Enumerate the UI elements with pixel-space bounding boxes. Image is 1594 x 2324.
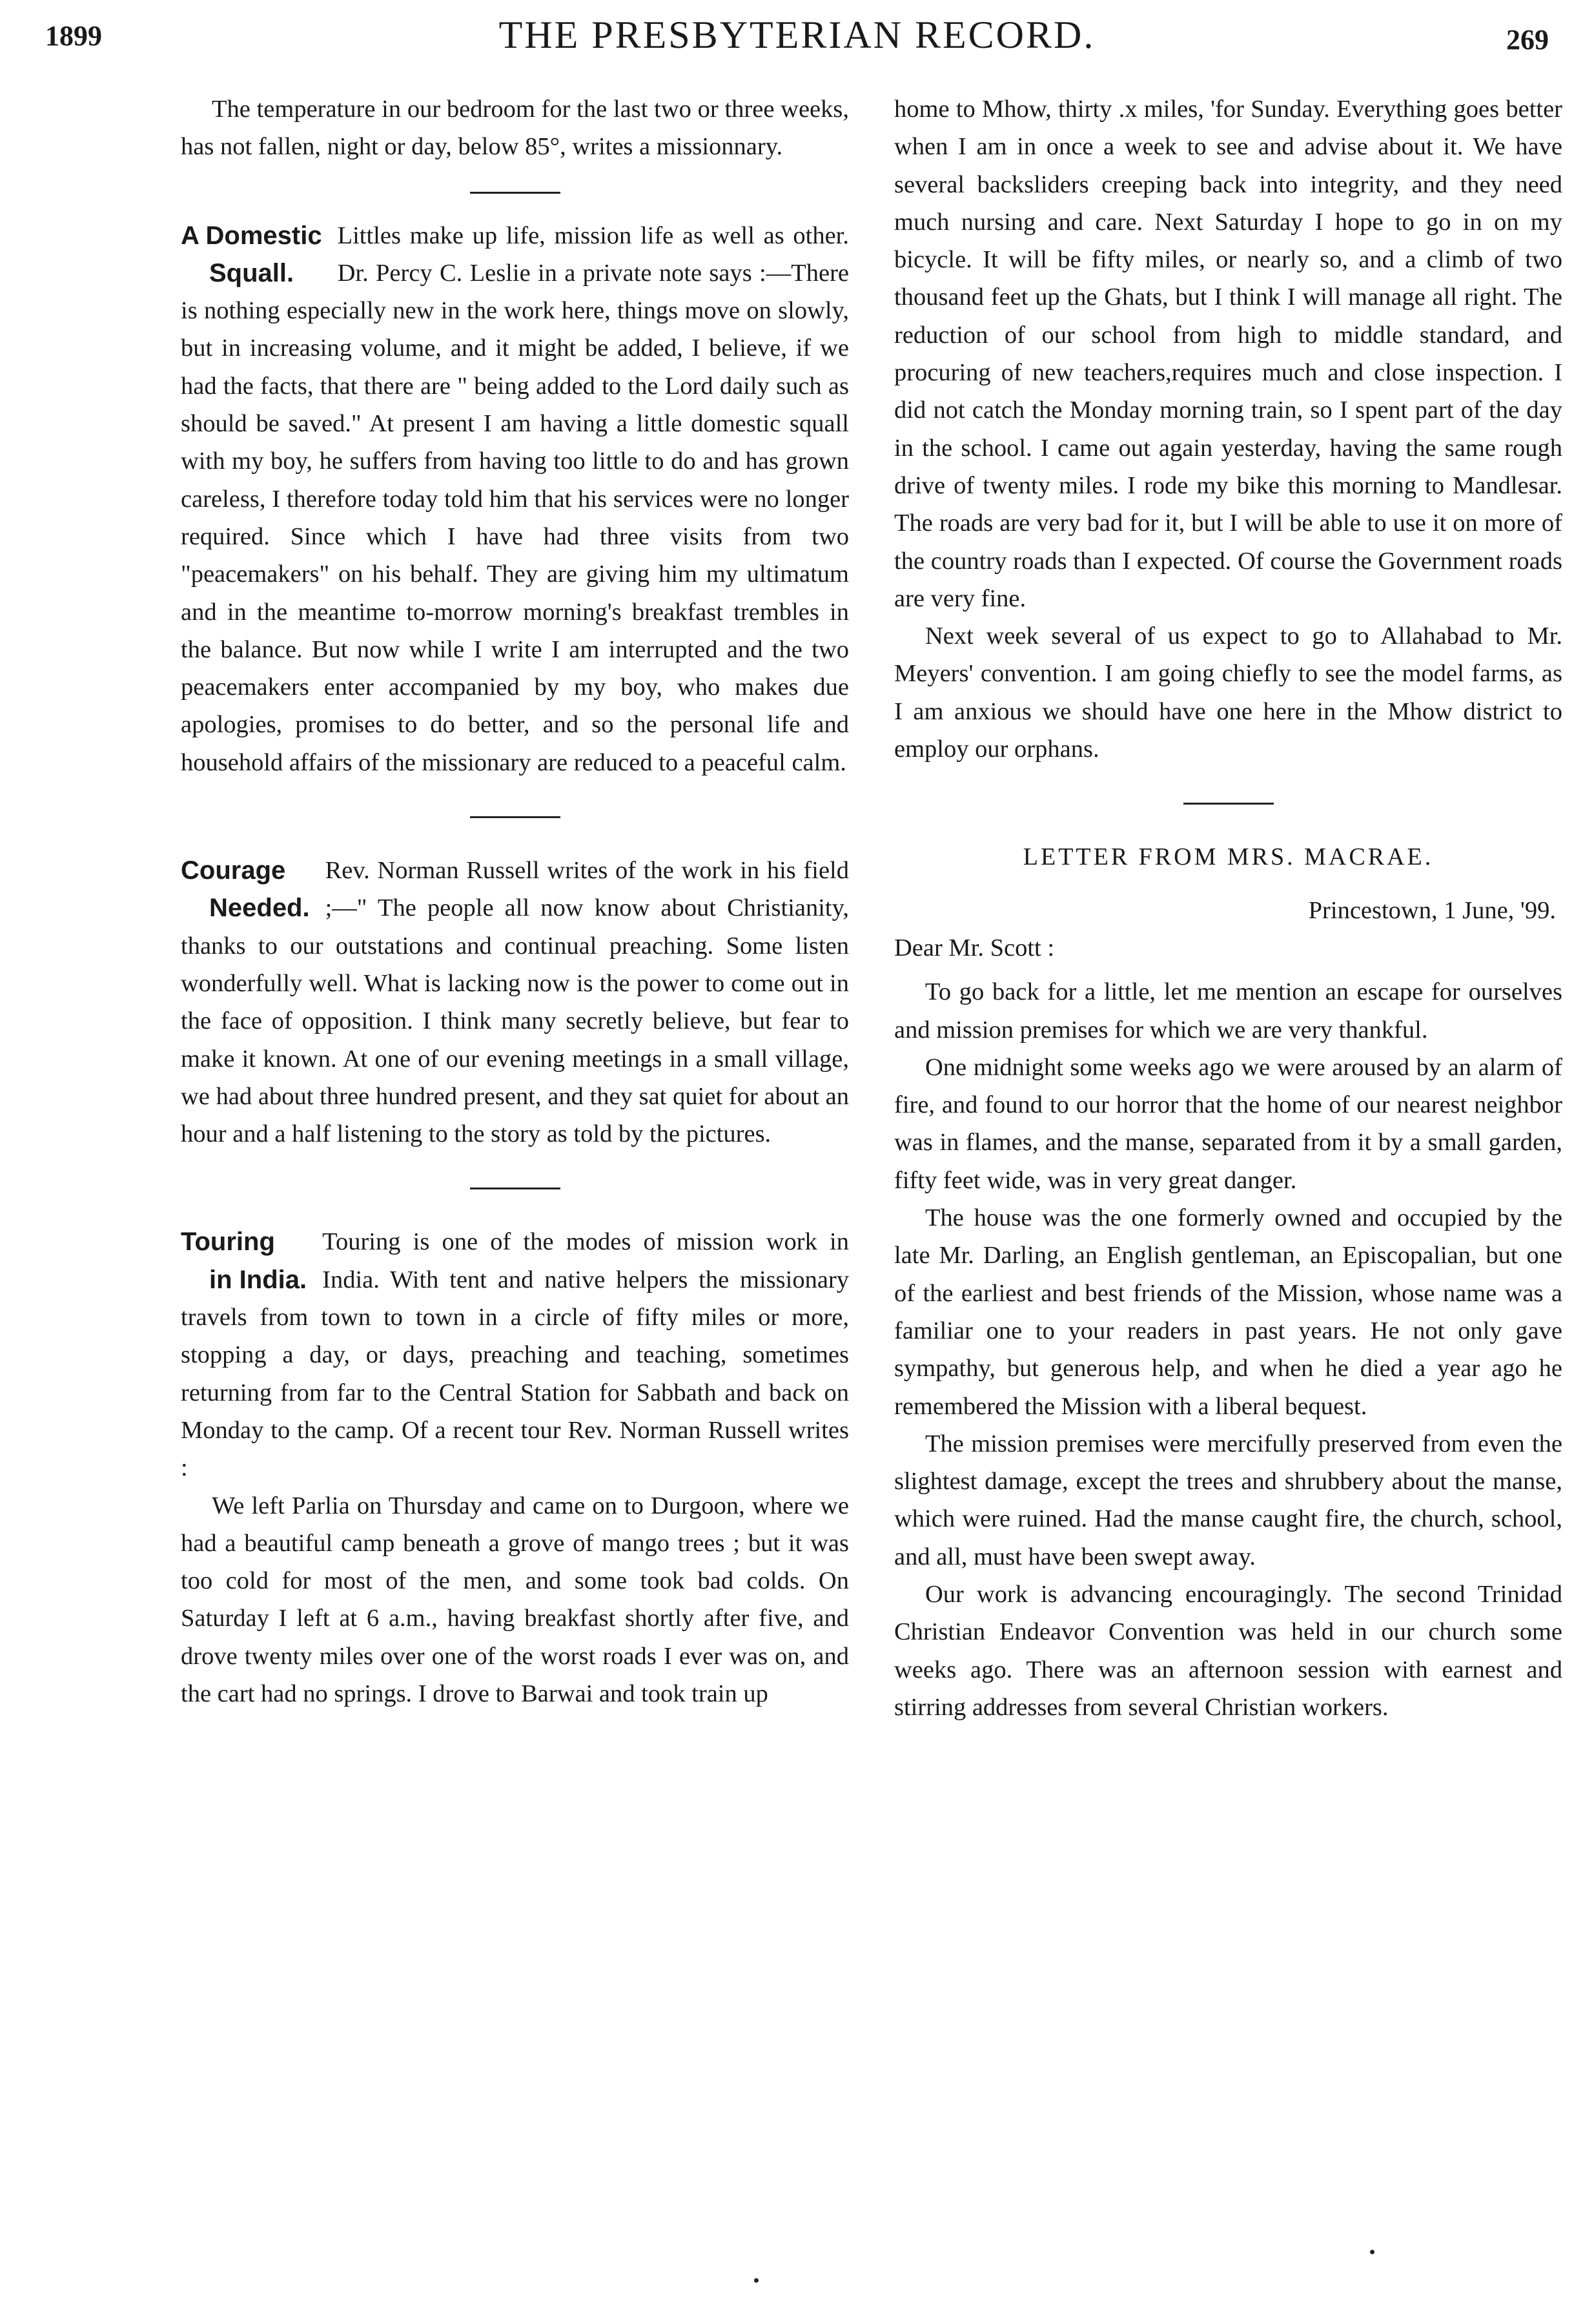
letter-paragraph: One midnight some weeks ago we were aroused by an alarm of fire, and found to our horror that the home of our nearest neighbor was in flames, and the manse, separated from it by a small garden, fifty feet wide, was in very great danger.: [894, 1053, 1562, 1194]
heading-line: A Domestic: [181, 221, 322, 250]
article-text: Touring is one of the modes of mission work in India. With tent and native helpers the missionary travels from town to town in a circle of fifty miles or more, stopping a day, or days, preaching and teaching, sometimes returning from far to the Central Station for Sabbath and back on Monday to the camp. Of a recent tour Rev. Norman Russell writes :: [181, 1228, 849, 1482]
section-divider: [1183, 803, 1274, 805]
heading-line: Touring: [181, 1228, 275, 1257]
ink-speck: [1370, 2250, 1374, 2254]
section-divider: [470, 192, 560, 194]
article-text: Rev. Norman Russell writes of the work in his field ;—" The people all now know about Christianity, thanks to our outstations and continual preaching. Some listen wonderfully well. What is lacking now is the power to come out in the face of opposition. I think many secretly believe, but fear to make it known. At one of our evening meetings in a small village, we had about three hundred present, and they sat quiet for about an hour and a half listening to the story as told by the pictures.: [181, 857, 849, 1148]
letter-place-date: Princestown, 1 June, '99.: [1308, 896, 1556, 924]
letter-salutation: Dear Mr. Scott :: [894, 934, 1055, 961]
quoted-letter: We left Parlia on Thursday and came on to Durgoon, where we had a beautiful camp beneath a grove of mango trees ; but it was too cold for most of the men, and some took bad colds. On Saturday I left at 6 a.m., having breakfast shortly after five, and drove twenty miles over one of the worst roads I ever was on, and the cart had no springs. I drove to Barwai and took train up: [181, 1492, 849, 1707]
section-divider: [470, 816, 560, 818]
article-heading: [181, 217, 322, 293]
article-heading: [181, 852, 310, 927]
article-touring-in-india: [181, 1223, 849, 1486]
letter-title: LETTER FROM MRS. MACRAE.: [1023, 843, 1434, 871]
letter-paragraph: The house was the one formerly owned and occupied by the late Mr. Darling, an English gentleman, an Episcopalian, but one of the earliest and best friends of the Mission, whose name was a familiar one to your readers in past years. He not only gave sympathy, but generous help, and when he died a year ago he remembered the Mission with a liberal bequest.: [894, 1204, 1562, 1420]
heading-line: Squall.: [209, 258, 294, 287]
section-divider: [470, 1188, 560, 1189]
page-number: 269: [1506, 24, 1549, 56]
article-courage-needed: [181, 852, 849, 1153]
heading-line: Needed.: [209, 894, 310, 923]
intro-paragraph: The temperature in our bedroom for the last two or three weeks, has not fallen, night or day, below 85°, writes a missionnary.: [181, 96, 849, 161]
year: 1899: [45, 20, 102, 52]
page-header: [0, 8, 1594, 66]
left-column: [181, 90, 849, 1712]
heading-line: Courage: [181, 856, 286, 885]
letter-paragraph: Our work is advancing encouragingly. The second Trinidad Christian Endeavor Convention was held in our church some weeks ago. There was an afternoon session with earnest and stirring addresses from several Christian workers.: [894, 1580, 1562, 1721]
journal-title: THE PRESBYTERIAN RECORD.: [498, 14, 1096, 56]
heading-line: in India.: [209, 1265, 307, 1294]
article-text: Littles make up life, mission life as well as other. Dr. Percy C. Leslie in a private note says :—There is nothing especially new in the work here, things move on slowly, but in increasing volume, and it might be added, I believe, if we had the facts, that there are " being added to the Lord daily such as should be saved." At present I am having a little domestic squall with my boy, he suffers from having too little to do and has grown careless, I therefore today told him that his services were no longer required. Since which I have had three visits from two "peacemakers" on his behalf. They are giving him my ultimatum and in the meantime to-morrow morning's breakfast trembles in the balance. But now while I write I am interrupted and the two peacemakers enter accompanied by my boy, who makes due apologies, promises to do better, and so the personal life and household affairs of the missionary are reduced to a peaceful calm.: [181, 221, 849, 776]
article-heading: [181, 1223, 307, 1299]
continuation-paragraph: home to Mhow, thirty .x miles, 'for Sunday. Everything goes better when I am in once a week to see and advise about it. We have several backsliders creeping back into integrity, and they need much nursing and care. Next Saturday I hope to go in on my bicycle. It will be fifty miles, or nearly so, and a climb of two thousand feet up the Ghats, but I think I will manage all right. The reduction of our school from high to middle standard, and procuring of new teachers,requires much and close inspection. I did not catch the Monday morning train, so I spent part of the day in the school. I came out again yesterday, having the same rough drive of twenty miles. I rode my bike this morning to Mandlesar. The roads are very bad for it, but I will be able to use it on more of the country roads than I expected. Of course the Government roads are very fine.: [894, 96, 1562, 612]
continuation-paragraph: Next week several of us expect to go to Allahabad to Mr. Meyers' convention. I am going chiefly to see the model farms, as I am anxious we should have one here in the Mhow district to employ our orphans.: [894, 622, 1562, 763]
ink-speck: [754, 2278, 759, 2283]
spacer: [894, 967, 1562, 973]
article-domestic-squall: [181, 217, 849, 781]
letter-paragraph: The mission premises were mercifully preserved from even the slightest damage, except the trees and shrubbery about the manse, which were ruined. Had the manse caught fire, the church, school, and all, must have been swept away.: [894, 1430, 1562, 1570]
right-column: [894, 90, 1562, 1726]
letter-paragraph: To go back for a little, let me mention an escape for ourselves and mission premises for which we are very thankful.: [894, 978, 1562, 1044]
